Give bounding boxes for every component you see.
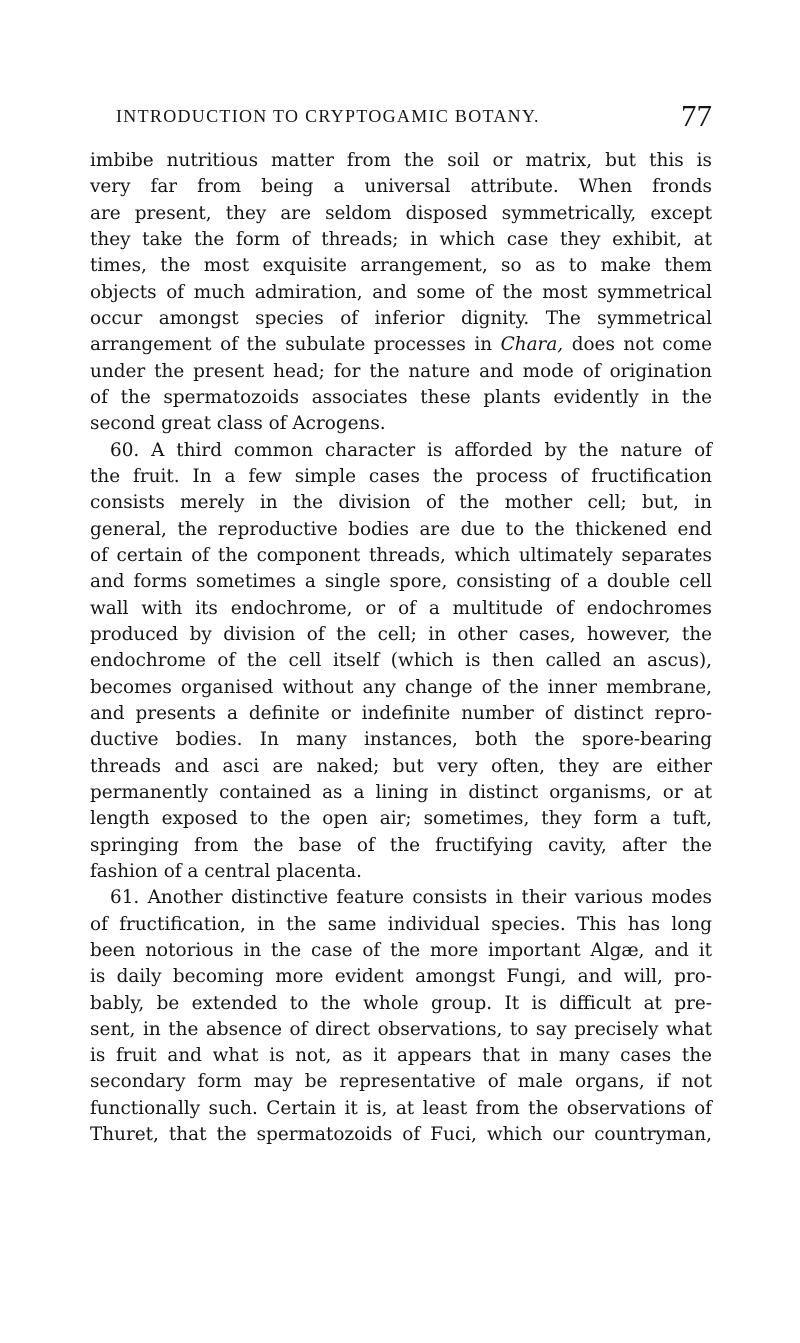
text-line [90, 306, 712, 332]
text-line [90, 780, 712, 806]
text-line [90, 201, 712, 227]
text-segment: general, the reproductive bodies are due to the thickened end [90, 518, 712, 540]
text-line [90, 174, 712, 200]
text-segment: they take the form of threads; in which case they exhibit, at [90, 228, 712, 250]
text-segment: arrangement of the subulate processes in [90, 334, 501, 356]
text-line [90, 885, 712, 911]
text-line [90, 411, 712, 437]
text-segment: permanently contained as a lining in distinct organisms, or at [90, 781, 712, 803]
text-line [90, 622, 712, 648]
text-line [90, 517, 712, 543]
text-line [90, 280, 712, 306]
text-line [90, 991, 712, 1017]
text-line [90, 833, 712, 859]
text-line [90, 253, 712, 279]
text-line [90, 227, 712, 253]
text-segment: Thuret, that the spermatozoids of Fuci, which our countryman, [90, 1124, 712, 1146]
text-segment: endochrome of the cell itself (which is then called an ascus), [90, 650, 712, 672]
text-line [90, 701, 712, 727]
text-line [90, 1122, 712, 1148]
running-header [90, 98, 712, 138]
text-segment: been notorious in the case of the more important Algæ, and it [90, 939, 712, 961]
text-segment: of fructification, in the same individual species. This has long [90, 913, 712, 935]
page-number: 77 [681, 98, 712, 133]
text-segment: second great class of Acrogens. [90, 413, 386, 435]
text-segment: under the present head; for the nature and mode of origination [90, 360, 712, 382]
text-line [90, 359, 712, 385]
italic-term: Chara, [500, 334, 564, 356]
text-line [90, 438, 712, 464]
text-segment: bably, be extended to the whole group. It is difficult at pre- [90, 992, 712, 1014]
text-segment: 61. Another distinctive feature consists in their various modes [110, 887, 712, 909]
text-line [90, 964, 712, 990]
text-segment: of the spermatozoids associates these plants evidently in the [90, 386, 712, 408]
text-segment: threads and asci are naked; but very often, they are either [90, 755, 712, 777]
text-line [90, 596, 712, 622]
text-segment: springing from the base of the fructifying cavity, after the [90, 834, 712, 856]
text-segment: becomes organised without any change of the inner membrane, [90, 676, 712, 698]
text-segment: length exposed to the open air; sometimes, they form a tuft, [90, 808, 712, 830]
text-segment: is fruit and what is not, as it appears that in many cases the [90, 1045, 712, 1067]
text-line [90, 490, 712, 516]
body-text [90, 148, 712, 1148]
text-segment: of certain of the component threads, which ultimately separates [90, 544, 712, 566]
text-segment: objects of much admiration, and some of the most symmetrical [90, 281, 712, 303]
text-line [90, 754, 712, 780]
text-line [90, 648, 712, 674]
text-line [90, 675, 712, 701]
text-line [90, 912, 712, 938]
text-segment: is daily becoming more evident amongst Fungi, and will, pro- [90, 966, 712, 988]
text-segment: are present, they are seldom disposed symmetrically, except [90, 202, 712, 224]
text-line [90, 938, 712, 964]
text-segment: occur amongst species of inferior dignity. The symmetrical [90, 307, 712, 329]
text-segment: ductive bodies. In many instances, both the spore-bearing [90, 729, 712, 751]
text-line [90, 543, 712, 569]
text-line [90, 464, 712, 490]
text-segment: times, the most exquisite arrangement, so as to make them [90, 255, 712, 277]
text-segment: imbibe nutritious matter from the soil or matrix, but this is [90, 150, 712, 171]
text-segment: 60. A third common character is afforded by the nature of [110, 439, 712, 461]
text-line [90, 1043, 712, 1069]
text-line [90, 1069, 712, 1095]
text-line [90, 1017, 712, 1043]
text-segment: produced by division of the cell; in other cases, however, the [90, 623, 712, 645]
text-segment: does not come [563, 334, 712, 356]
text-segment: secondary form may be representative of male organs, if not [90, 1071, 712, 1093]
text-segment: sent, in the absence of direct observations, to say precisely what [90, 1018, 712, 1040]
text-segment: the fruit. In a few simple cases the process of fructification [90, 465, 712, 487]
text-line [90, 148, 712, 174]
text-segment: fashion of a central placenta. [90, 860, 362, 882]
running-title: INTRODUCTION TO CRYPTOGAMIC BOTANY. [116, 106, 540, 126]
text-line [90, 727, 712, 753]
text-line [90, 806, 712, 832]
text-segment: very far from being a universal attribute. When fronds [90, 176, 712, 198]
text-segment: and presents a definite or indefinite number of distinct repro- [90, 702, 712, 724]
text-segment: consists merely in the division of the mother cell; but, in [90, 492, 712, 514]
text-line [90, 859, 712, 885]
text-line [90, 332, 712, 358]
text-segment: functionally such. Certain it is, at least from the observations of [90, 1097, 712, 1119]
text-line [90, 1096, 712, 1122]
text-segment: wall with its endochrome, or of a multitude of endochromes [90, 597, 712, 619]
text-line [90, 385, 712, 411]
text-line [90, 569, 712, 595]
text-segment: and forms sometimes a single spore, consisting of a double cell [90, 571, 712, 593]
